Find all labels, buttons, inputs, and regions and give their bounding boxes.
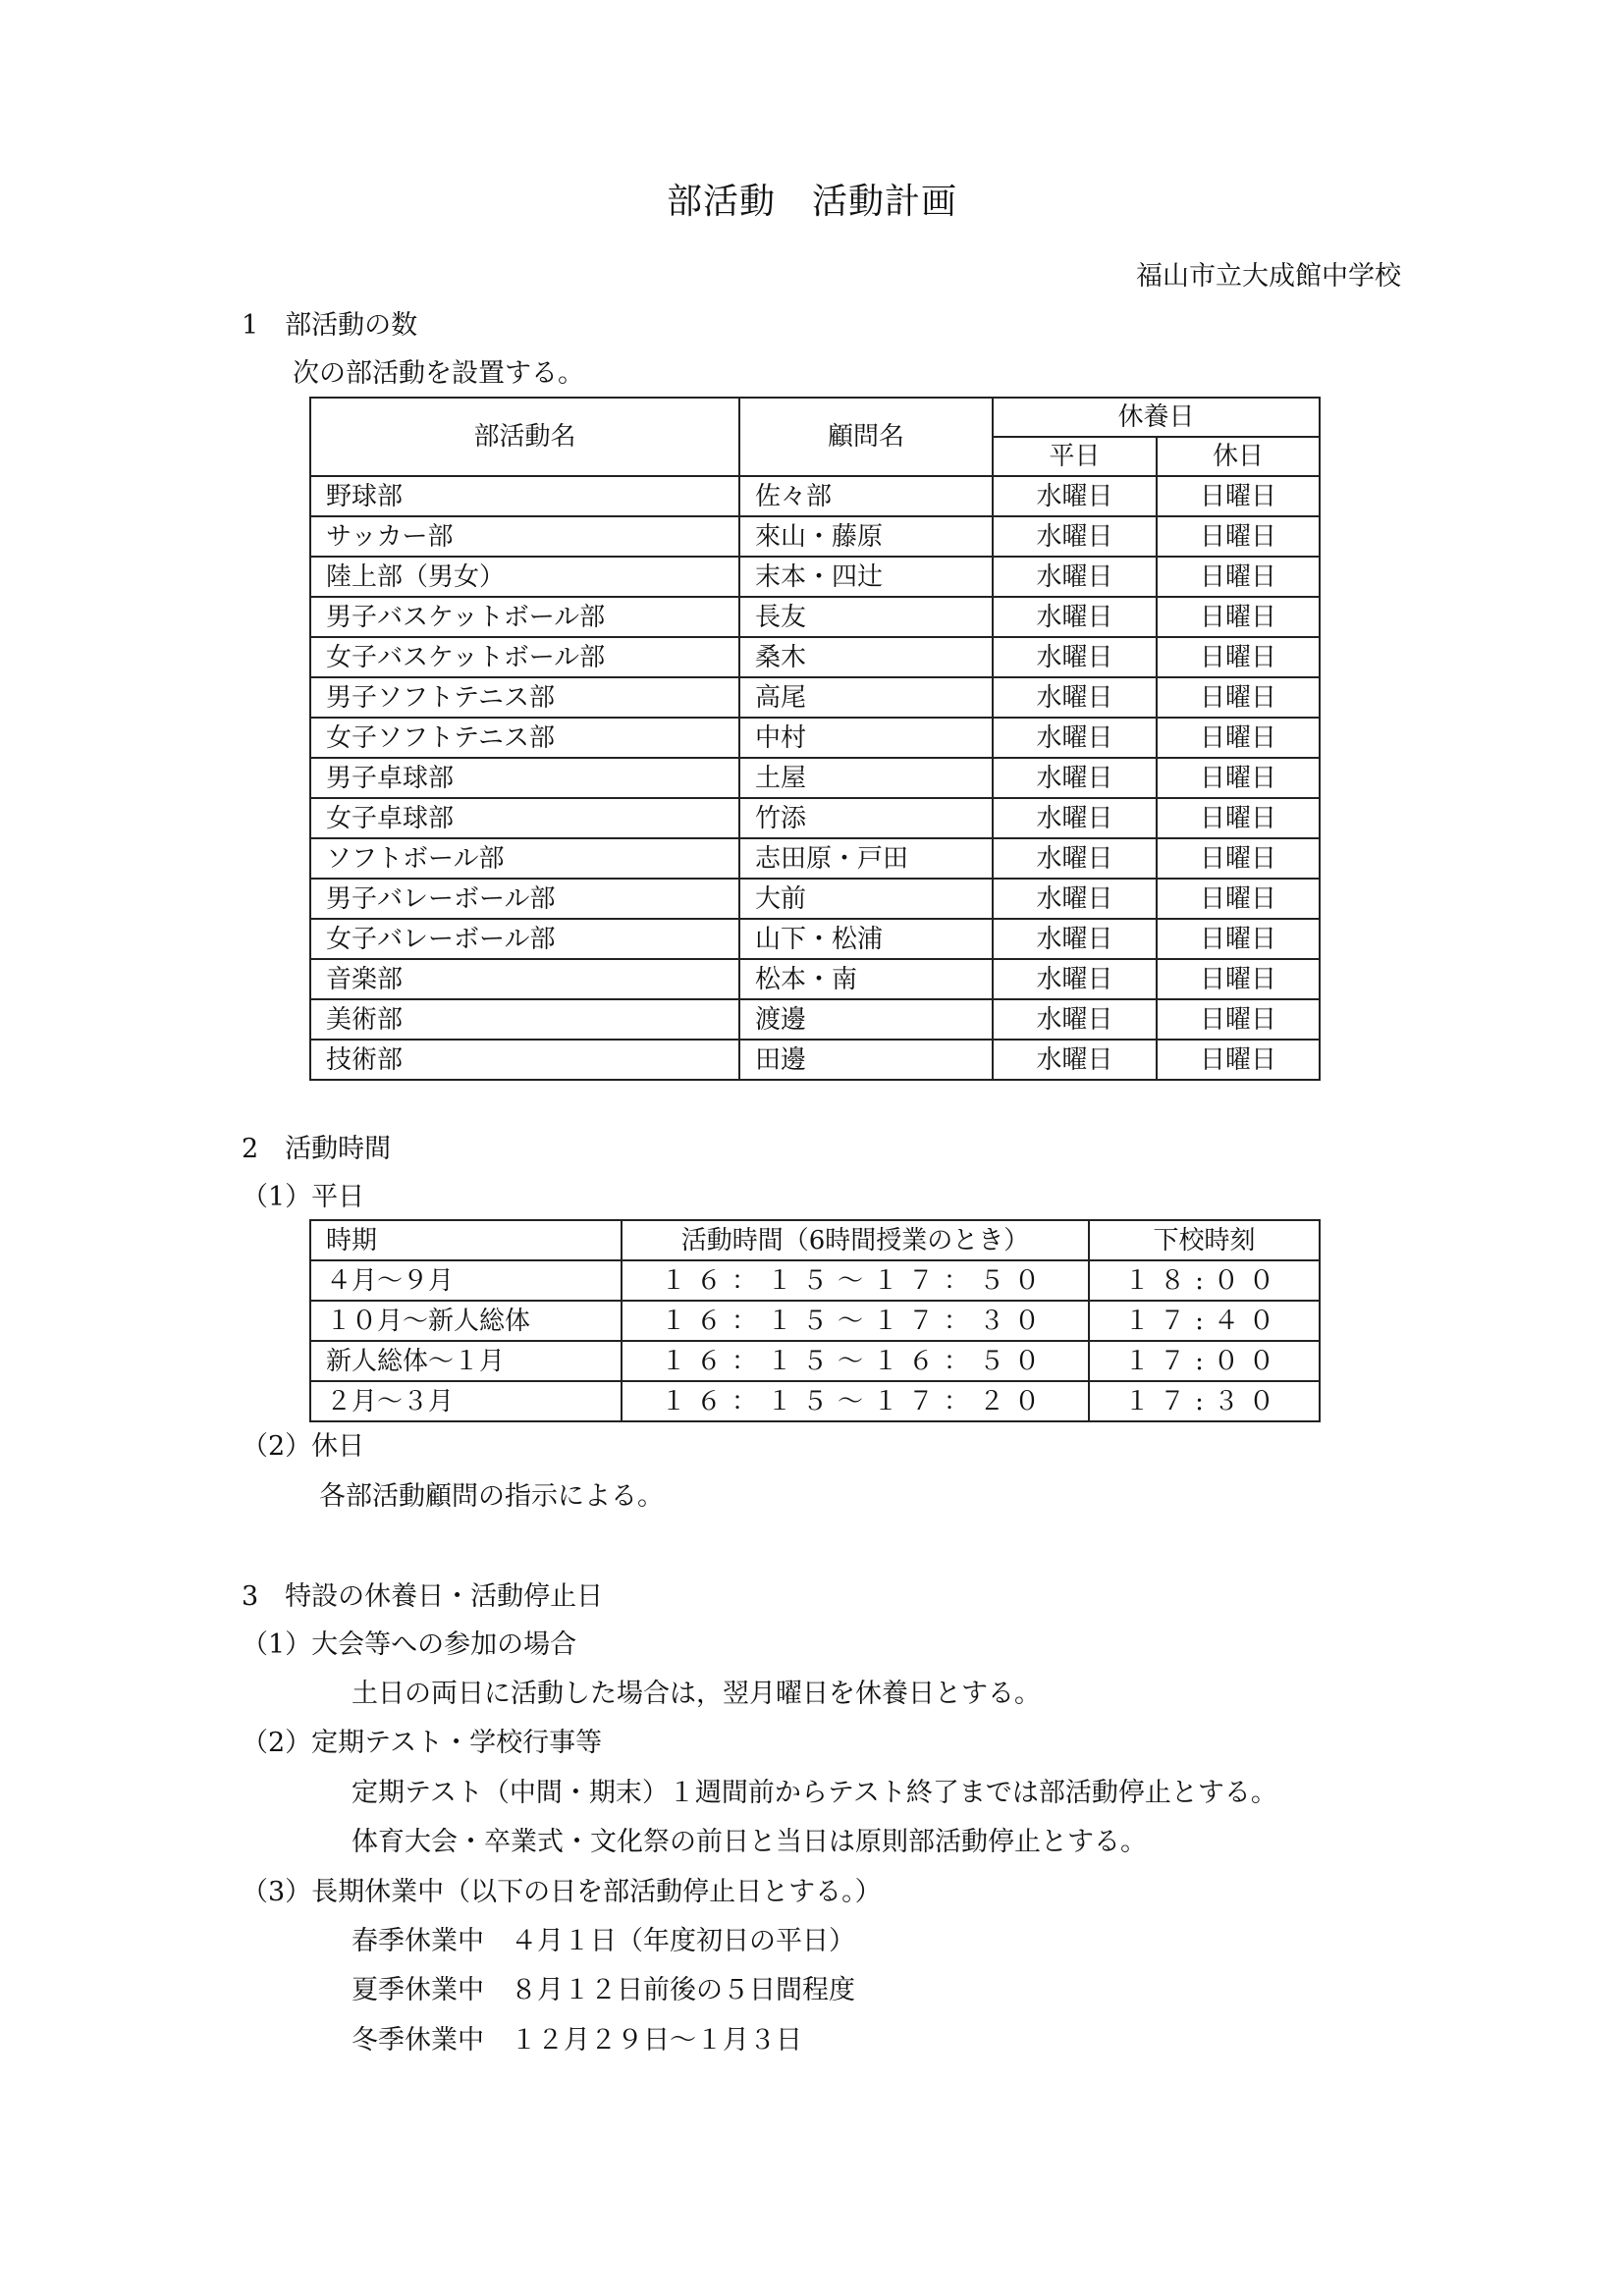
section2-sub1: （1）平日 <box>242 1182 365 1212</box>
table-row <box>310 1040 1320 1080</box>
header-activity-time: 活動時間（6時間授業のとき） <box>622 1220 1089 1260</box>
section3-sub2: （2）定期テスト・学校行事等 <box>242 1728 603 1758</box>
club-name: 男子バレーボール部 <box>310 879 739 919</box>
header-holiday: 休日 <box>1157 437 1320 476</box>
advisor-name: 桑木 <box>739 637 993 677</box>
hours-table <box>309 1219 1321 1422</box>
leave-time-cell: １７:４０ <box>1089 1301 1320 1341</box>
weekday-rest: 水曜日 <box>993 879 1157 919</box>
hours-rows <box>310 1260 1320 1421</box>
holiday-rest: 日曜日 <box>1157 677 1320 718</box>
header-weekday: 平日 <box>993 437 1157 476</box>
weekday-rest: 水曜日 <box>993 516 1157 557</box>
table-row <box>310 1341 1320 1381</box>
weekday-rest: 水曜日 <box>993 597 1157 637</box>
section1-heading: 1 部活動の数 <box>242 310 418 341</box>
club-name: 音楽部 <box>310 959 739 999</box>
table-row <box>310 516 1320 557</box>
table-row <box>310 1301 1320 1341</box>
holiday-rest: 日曜日 <box>1157 879 1320 919</box>
header-advisor: 顧問名 <box>739 398 993 476</box>
table-row <box>310 879 1320 919</box>
table-row <box>310 557 1320 597</box>
club-name: 陸上部（男女） <box>310 557 739 597</box>
weekday-rest: 水曜日 <box>993 798 1157 838</box>
holiday-rest: 日曜日 <box>1157 718 1320 758</box>
holiday-rest: 日曜日 <box>1157 557 1320 597</box>
advisor-name: 田邊 <box>739 1040 993 1080</box>
table-row <box>310 1381 1320 1421</box>
section2-heading: 2 活動時間 <box>242 1134 392 1164</box>
section2-sub2: （2）休日 <box>242 1431 365 1462</box>
club-name: 男子バスケットボール部 <box>310 597 739 637</box>
table-row <box>310 1260 1320 1301</box>
page-title: 部活動 活動計画 <box>666 182 957 222</box>
advisor-name: 來山・藤原 <box>739 516 993 557</box>
weekday-rest: 水曜日 <box>993 637 1157 677</box>
table-row <box>310 838 1320 879</box>
club-name: サッカー部 <box>310 516 739 557</box>
club-name: 男子ソフトテニス部 <box>310 677 739 718</box>
activity-time-cell: １６：１５～１７：２０ <box>622 1381 1089 1421</box>
holiday-rest: 日曜日 <box>1157 597 1320 637</box>
table-row <box>310 718 1320 758</box>
advisor-name: 佐々部 <box>739 476 993 516</box>
period-cell: １０月～新人総体 <box>310 1301 622 1341</box>
section3-sub2-text1: 定期テスト（中間・期末）１週間前からテスト終了までは部活動停止とする。 <box>352 1778 1277 1808</box>
section3-sub3-summer: 夏季休業中 ８月１２日前後の５日間程度 <box>352 1975 855 2005</box>
holiday-rest: 日曜日 <box>1157 999 1320 1040</box>
weekday-rest: 水曜日 <box>993 959 1157 999</box>
header-period: 時期 <box>310 1220 622 1260</box>
advisor-name: 末本・四辻 <box>739 557 993 597</box>
period-cell: ２月～３月 <box>310 1381 622 1421</box>
club-name: 女子バスケットボール部 <box>310 637 739 677</box>
weekday-rest: 水曜日 <box>993 476 1157 516</box>
club-table <box>309 397 1321 1081</box>
table-row <box>310 758 1320 798</box>
holiday-rest: 日曜日 <box>1157 838 1320 879</box>
advisor-name: 大前 <box>739 879 993 919</box>
club-name: 女子卓球部 <box>310 798 739 838</box>
holiday-rest: 日曜日 <box>1157 1040 1320 1080</box>
period-cell: ４月～９月 <box>310 1260 622 1301</box>
advisor-name: 土屋 <box>739 758 993 798</box>
table-row <box>310 919 1320 959</box>
advisor-name: 渡邊 <box>739 999 993 1040</box>
activity-time-cell: １６：１５～１６：５０ <box>622 1341 1089 1381</box>
advisor-name: 長友 <box>739 597 993 637</box>
weekday-rest: 水曜日 <box>993 677 1157 718</box>
club-name: 女子バレーボール部 <box>310 919 739 959</box>
leave-time-cell: １８:００ <box>1089 1260 1320 1301</box>
club-name: 男子卓球部 <box>310 758 739 798</box>
club-name: 女子ソフトテニス部 <box>310 718 739 758</box>
section3-sub3: （3）長期休業中（以下の日を部活動停止日とする。） <box>242 1877 882 1907</box>
holiday-rest: 日曜日 <box>1157 476 1320 516</box>
club-rows <box>310 476 1320 1080</box>
section3-sub3-spring: 春季休業中 ４月１日（年度初日の平日） <box>352 1926 855 1956</box>
holiday-rest: 日曜日 <box>1157 798 1320 838</box>
section3-sub3-winter: 冬季休業中 １２月２９日～１月３日 <box>352 2025 802 2056</box>
holiday-rest: 日曜日 <box>1157 959 1320 999</box>
leave-time-cell: １７:３０ <box>1089 1381 1320 1421</box>
table-row <box>310 959 1320 999</box>
holiday-rest: 日曜日 <box>1157 919 1320 959</box>
weekday-rest: 水曜日 <box>993 838 1157 879</box>
weekday-rest: 水曜日 <box>993 758 1157 798</box>
activity-time-cell: １６：１５～１７：３０ <box>622 1301 1089 1341</box>
section1-intro: 次の部活動を設置する。 <box>293 358 584 389</box>
weekday-rest: 水曜日 <box>993 919 1157 959</box>
weekday-rest: 水曜日 <box>993 557 1157 597</box>
section3-sub1: （1）大会等への参加の場合 <box>242 1629 577 1660</box>
section3-sub1-text: 土日の両日に活動した場合は，翌月曜日を休養日とする。 <box>352 1679 1041 1709</box>
club-name: 美術部 <box>310 999 739 1040</box>
advisor-name: 志田原・戸田 <box>739 838 993 879</box>
weekday-rest: 水曜日 <box>993 718 1157 758</box>
section3-sub2-text2: 体育大会・卒業式・文化祭の前日と当日は原則部活動停止とする。 <box>352 1827 1147 1857</box>
club-name: 野球部 <box>310 476 739 516</box>
advisor-name: 高尾 <box>739 677 993 718</box>
table-row <box>310 637 1320 677</box>
header-club-name: 部活動名 <box>310 398 739 476</box>
holiday-rest: 日曜日 <box>1157 516 1320 557</box>
table-row <box>310 476 1320 516</box>
header-rest-day: 休養日 <box>993 398 1320 437</box>
table-row <box>310 798 1320 838</box>
advisor-name: 松本・南 <box>739 959 993 999</box>
club-name: 技術部 <box>310 1040 739 1080</box>
activity-time-cell: １６：１５～１７：５０ <box>622 1260 1089 1301</box>
header-leave-time: 下校時刻 <box>1089 1220 1320 1260</box>
holiday-rest: 日曜日 <box>1157 758 1320 798</box>
holiday-rest: 日曜日 <box>1157 637 1320 677</box>
section3-heading: 3 特設の休養日・活動停止日 <box>242 1581 604 1612</box>
table-row <box>310 677 1320 718</box>
leave-time-cell: １７:００ <box>1089 1341 1320 1381</box>
table-row <box>310 597 1320 637</box>
section2-sub2-text: 各部活動顧問の指示による。 <box>319 1481 664 1512</box>
advisor-name: 山下・松浦 <box>739 919 993 959</box>
advisor-name: 竹添 <box>739 798 993 838</box>
school-name: 福山市立大成館中学校 <box>1136 261 1401 292</box>
weekday-rest: 水曜日 <box>993 999 1157 1040</box>
table-row <box>310 999 1320 1040</box>
advisor-name: 中村 <box>739 718 993 758</box>
club-name: ソフトボール部 <box>310 838 739 879</box>
period-cell: 新人総体～１月 <box>310 1341 622 1381</box>
weekday-rest: 水曜日 <box>993 1040 1157 1080</box>
